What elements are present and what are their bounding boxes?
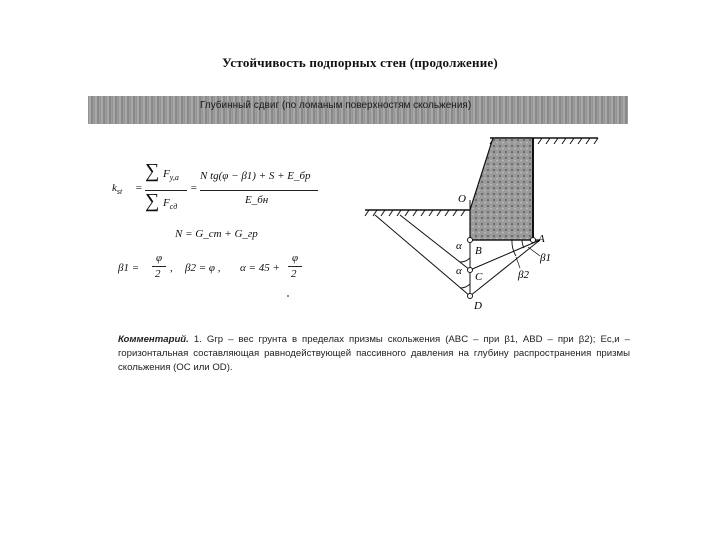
formula-den-expr: E_бн bbox=[245, 194, 269, 206]
label-a: A bbox=[538, 233, 545, 245]
comment-text: 1. Gгр – вес грунта в пределах призмы скольжения (ABC – при β1, ABD – при β2); Eс,и – горизонтальная составляющая равнодействующей пассивного давления на глубину распространения призмы скольжения (OC или OD). bbox=[118, 334, 630, 373]
alpha-formula: α = 45 + bbox=[240, 262, 280, 274]
comment-block bbox=[118, 333, 630, 375]
formula-lhs: $k_{st}$ bbox=[112, 182, 123, 197]
lower-ground-hatch bbox=[365, 210, 465, 216]
formula-num-expr: N tg(φ − β1) + S + E_бр bbox=[200, 170, 311, 182]
label-beta2: β2 bbox=[518, 269, 529, 281]
label-d: D bbox=[474, 300, 482, 312]
label-alpha-2: α bbox=[456, 265, 462, 277]
point-d bbox=[468, 294, 473, 299]
beta1-arc bbox=[522, 240, 524, 248]
alpha-num: φ bbox=[292, 252, 299, 264]
label-b: B bbox=[475, 245, 482, 257]
formula-eq: = bbox=[135, 182, 143, 194]
point-b bbox=[468, 238, 473, 243]
retaining-wall bbox=[470, 138, 533, 240]
stray-dot bbox=[287, 295, 289, 297]
beta2-formula: β2 = φ , bbox=[185, 262, 221, 274]
beta1-sep: , bbox=[170, 262, 173, 274]
beta1-label: β1 = bbox=[118, 262, 140, 274]
comment-lead: Комментарий. bbox=[118, 334, 189, 345]
point-c bbox=[468, 268, 473, 273]
beta2-leader bbox=[516, 257, 520, 268]
page-title: Устойчивость подпорных стен (продолжение) bbox=[222, 55, 498, 70]
point-a bbox=[531, 238, 536, 243]
section-banner-text: Глубинный сдвиг (по ломаным поверхностям скольжения) bbox=[200, 100, 472, 111]
beta2-arc bbox=[512, 240, 516, 256]
label-beta1: β1 bbox=[540, 252, 551, 264]
label-c: C bbox=[475, 271, 483, 283]
formula-num-term: $F_{y,a}$ bbox=[163, 168, 179, 183]
formula-den-sigma: ∑ bbox=[145, 190, 160, 212]
label-alpha-1: α bbox=[456, 240, 462, 252]
formula-n: N = G_ст + G_гр bbox=[175, 228, 258, 240]
passive-line-od bbox=[375, 215, 470, 296]
beta1-num: φ bbox=[156, 252, 163, 264]
beta1-den: 2 bbox=[155, 268, 161, 280]
label-o: O bbox=[458, 193, 466, 205]
beta1-leader bbox=[528, 247, 540, 256]
formula-num-sigma: ∑ bbox=[145, 160, 160, 182]
formula-den-term: $F_{сд}$ bbox=[163, 197, 178, 212]
alpha-arc-1 bbox=[460, 258, 470, 262]
formula-eq2: = bbox=[190, 182, 198, 194]
alpha-arc-2 bbox=[460, 284, 470, 288]
alpha-den: 2 bbox=[291, 268, 297, 280]
